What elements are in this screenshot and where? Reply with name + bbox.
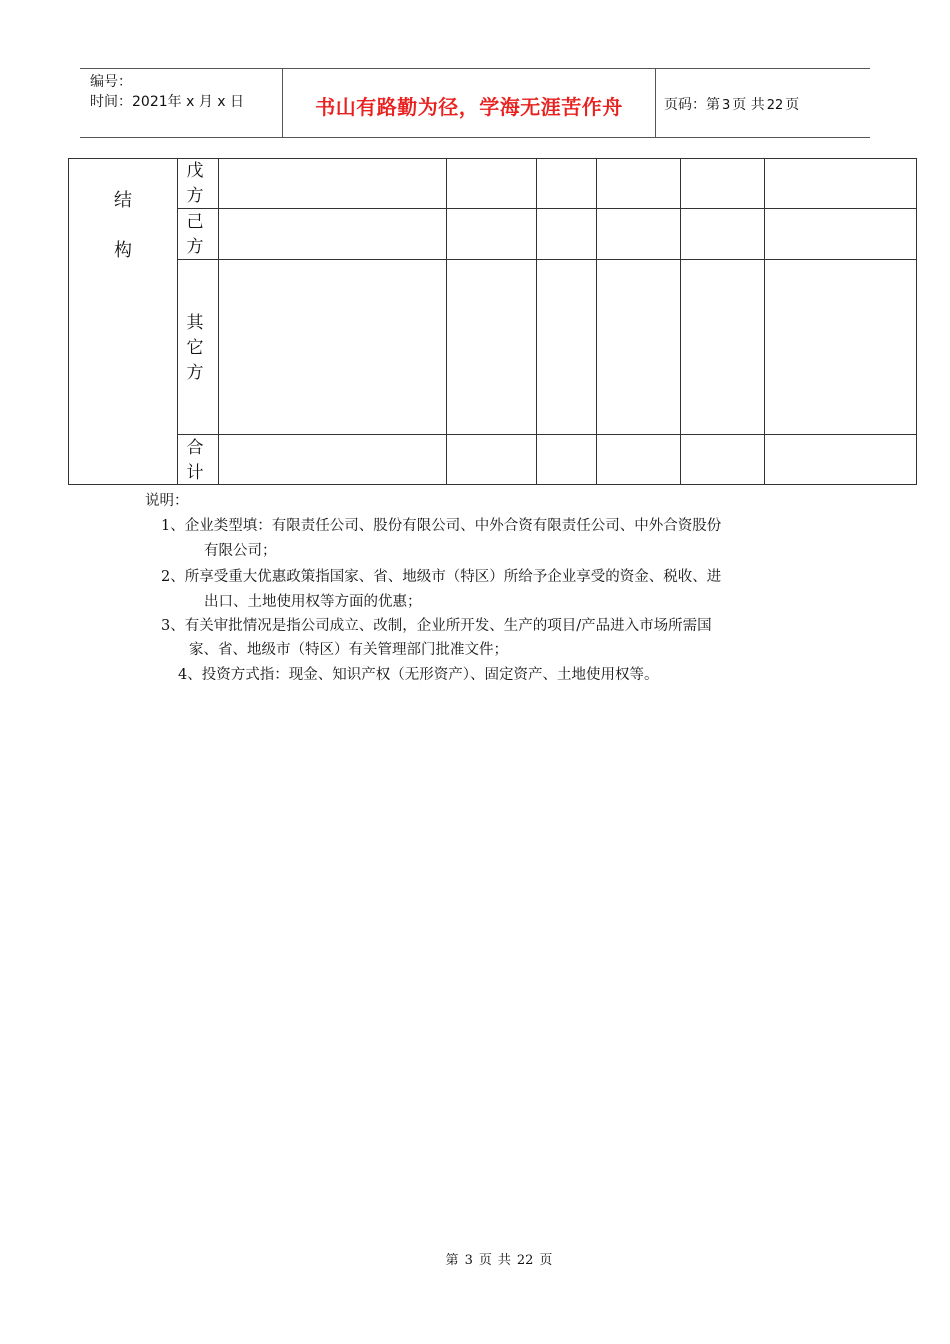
document-number-label: 编号：	[90, 74, 132, 90]
table-border-left	[68, 158, 69, 485]
notes-title: 说明：	[145, 493, 189, 509]
note-3-line-2: 家、省、地级市（特区）有关管理部门批准文件；	[189, 642, 508, 658]
row-divider	[177, 434, 917, 435]
page-label: 页码：第	[664, 97, 720, 113]
structure-label-char-1: 结	[114, 190, 132, 211]
document-date	[90, 91, 244, 111]
column-divider	[177, 158, 178, 485]
note-2-line-2: 出口、土地使用权等方面的优惠；	[204, 594, 422, 610]
note-4-line-1: 4、投资方式指：现金、知识产权（无形资产）、固定资产、土地使用权等。	[178, 667, 659, 683]
page-current: 3	[722, 98, 731, 113]
footer-prefix: 第	[445, 1253, 459, 1268]
column-divider	[764, 158, 765, 485]
page-footer	[0, 1249, 950, 1268]
column-divider	[536, 158, 537, 485]
header-page-number	[664, 94, 799, 114]
column-divider	[446, 158, 447, 485]
footer-page-current: 3	[464, 1253, 473, 1268]
note-3-line-1: 3、有关审批情况是指公司成立、改制，企业所开发、生产的项目/产品进入市场所需国	[161, 618, 712, 634]
row-divider	[177, 208, 917, 209]
party-label-ji: 己 方	[186, 212, 204, 257]
party-label-total: 合 计	[186, 438, 204, 483]
header-motto: 书山有路勤为径，学海无涯苦作舟	[315, 95, 623, 119]
party-label-other: 其 它 方	[186, 313, 204, 383]
header-left-cell	[80, 69, 282, 137]
page-total: 22	[766, 98, 784, 113]
equity-structure-table	[68, 158, 917, 485]
page-end: 页	[785, 97, 800, 113]
note-1-line-1: 1、企业类型填：有限责任公司、股份有限公司、中外合资有限责任公司、中外合资股份	[161, 518, 722, 534]
footer-suffix: 页	[539, 1253, 553, 1268]
page-header	[80, 68, 870, 138]
header-center-cell	[282, 69, 656, 137]
column-divider	[596, 158, 597, 485]
row-divider	[177, 259, 917, 260]
footer-total-word: 共	[497, 1253, 511, 1268]
note-1-line-2: 有限公司；	[204, 543, 277, 559]
date-prefix: 时间：	[90, 94, 132, 110]
footer-page-total: 22	[516, 1253, 534, 1268]
header-right-cell	[655, 69, 870, 137]
party-label-wu: 戊 方	[186, 161, 204, 206]
table-border-right	[916, 158, 917, 485]
structure-label-char-2: 构	[114, 240, 132, 261]
column-divider	[680, 158, 681, 485]
page-mid: 页 共	[732, 97, 765, 113]
date-year: 2021	[132, 94, 168, 110]
date-rest: 年 x 月 x 日	[167, 94, 245, 110]
footer-page-word: 页	[478, 1253, 492, 1268]
column-divider	[218, 158, 219, 485]
note-2-line-1: 2、所享受重大优惠政策指国家、省、地级市（特区）所给予企业享受的资金、税收、进	[161, 569, 722, 585]
